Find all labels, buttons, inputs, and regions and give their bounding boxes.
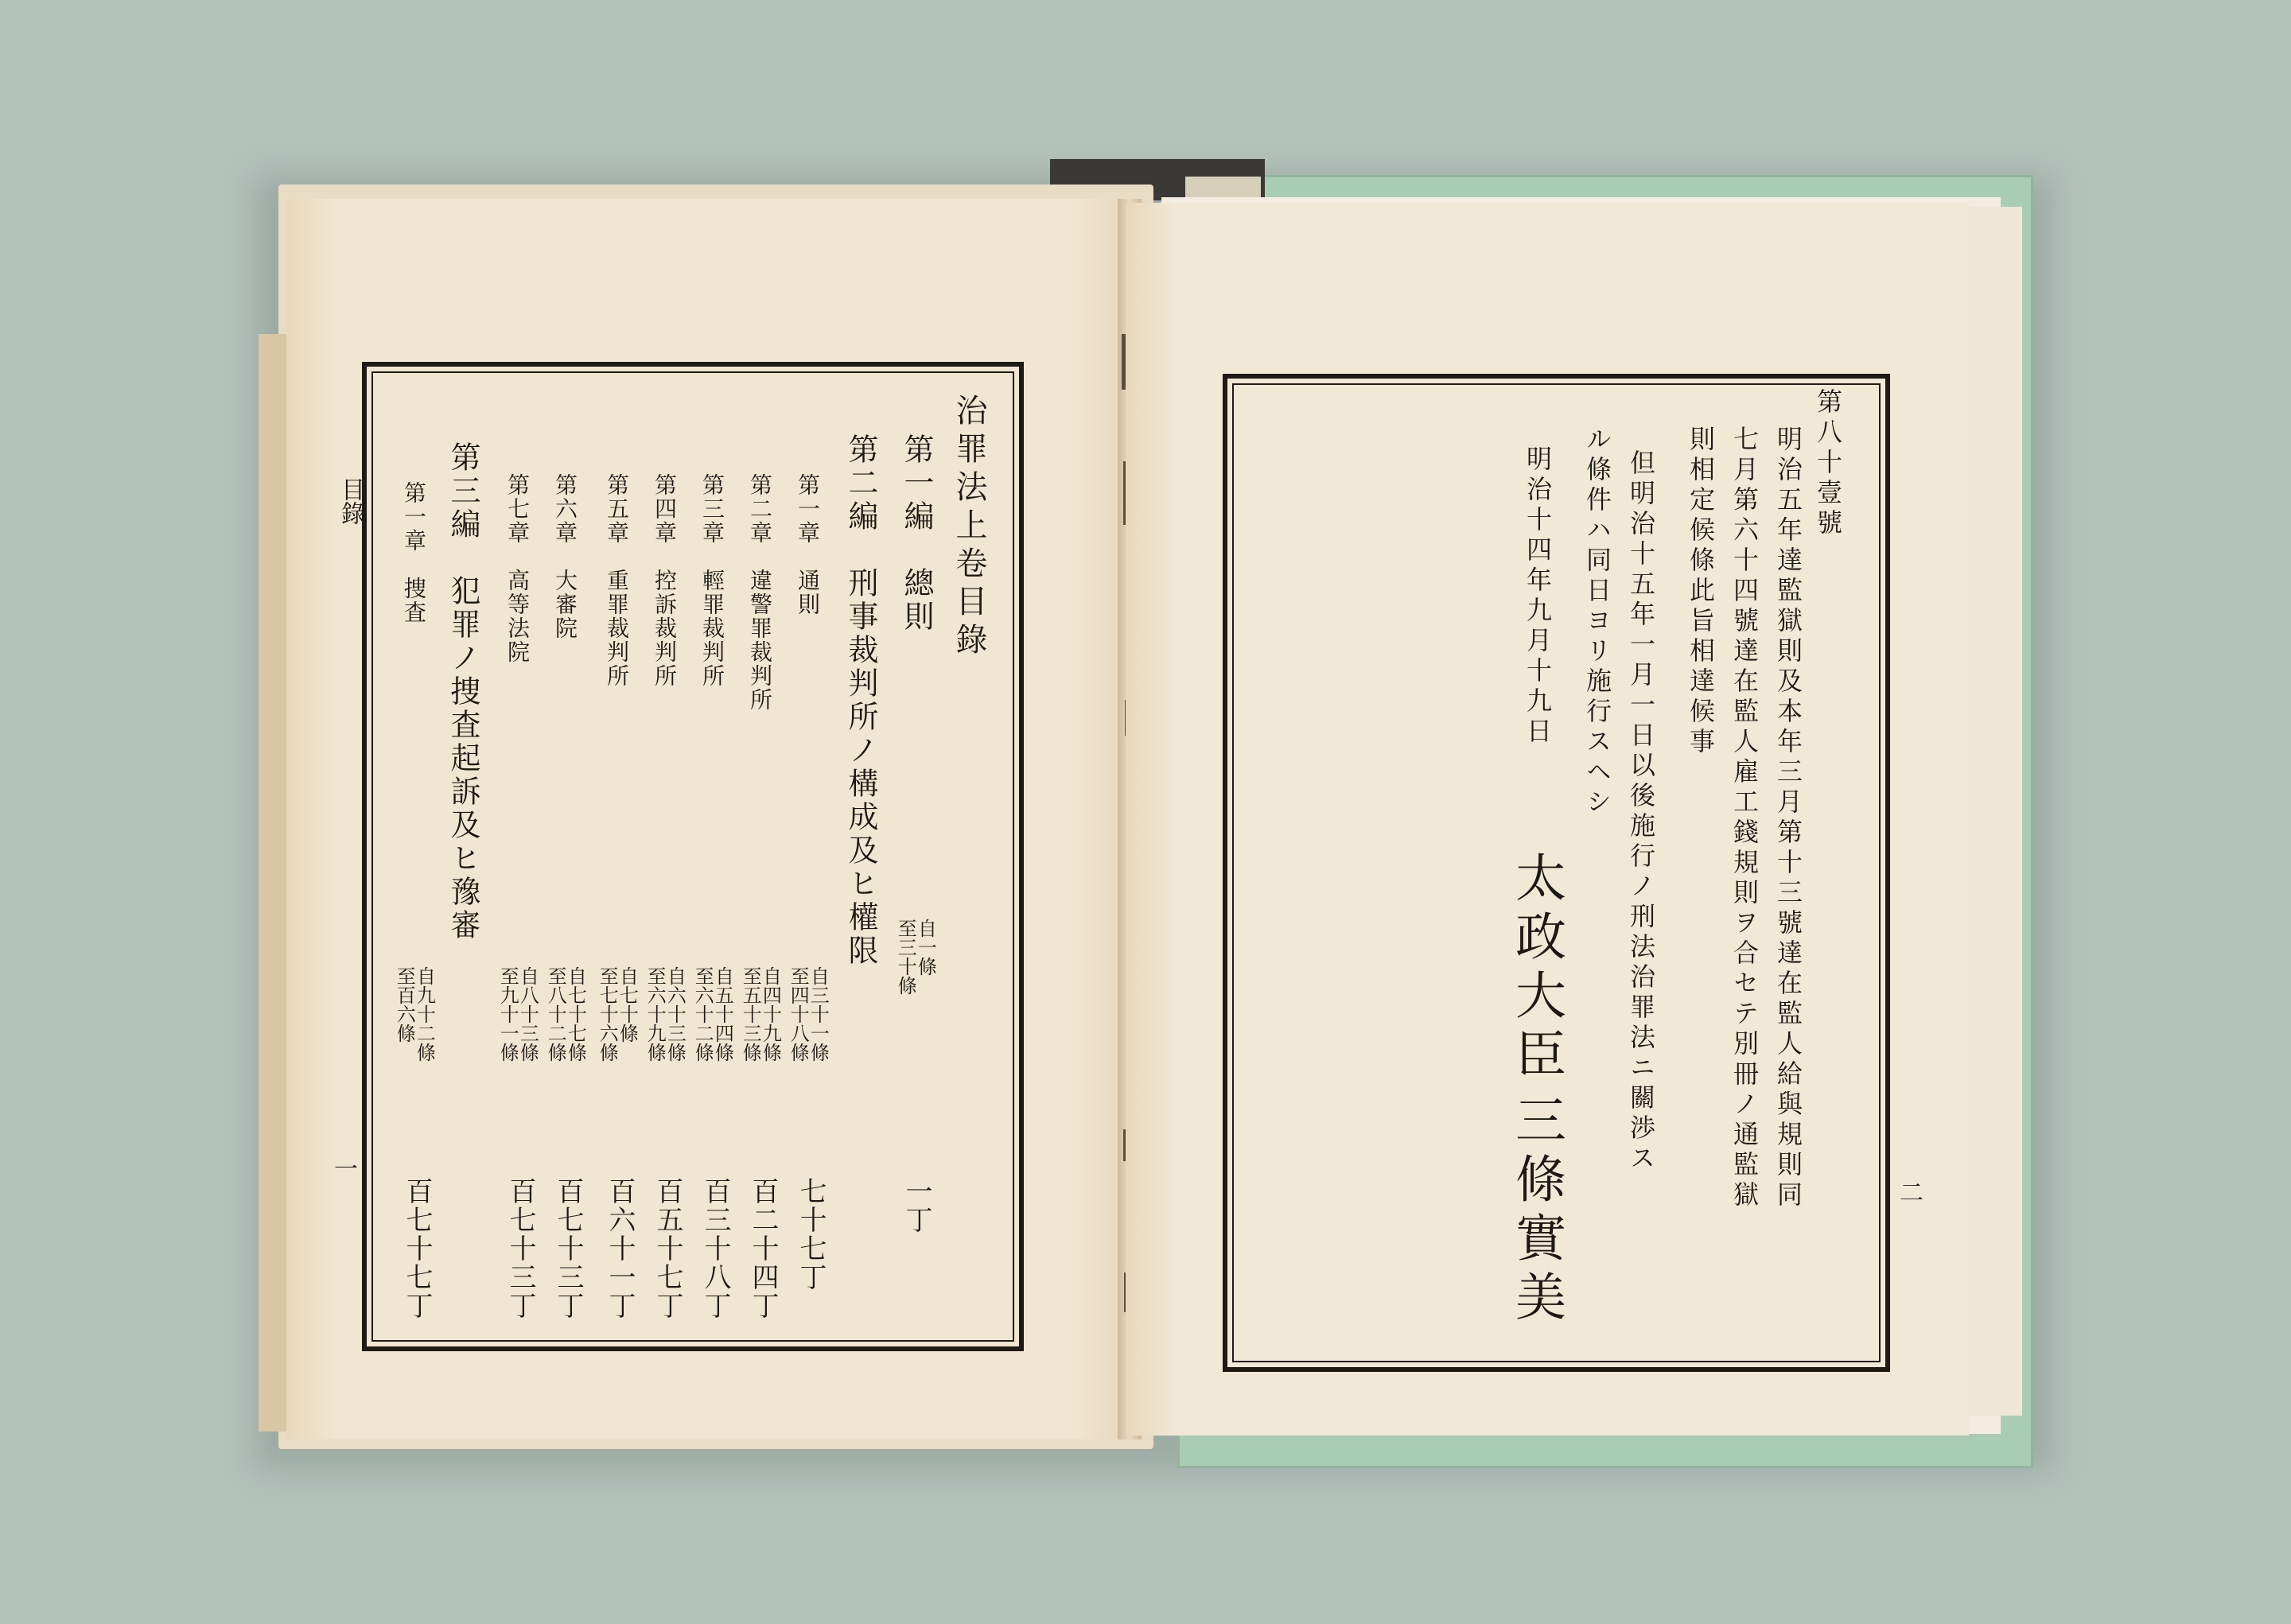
signatory-office: 太政大臣 (1507, 851, 1566, 1086)
chapter-2-7: 第七章 高等法院 (504, 473, 531, 664)
chapter-2-5-page: 百六十一丁 (604, 1177, 636, 1320)
chapter-2-5: 第五章 重罪裁判所 (604, 473, 630, 688)
chapter-2-2-range: 自四十九條 至五十三條 (739, 966, 782, 1062)
chapter-2-7-range: 自八十三條 至九十一條 (496, 966, 539, 1062)
folio-right: 二 (1900, 1179, 1923, 1207)
chapter-2-2: 第二章 違警罪裁判所 (747, 473, 773, 712)
chapter-2-6-range: 自七十七條 至八十二條 (544, 966, 587, 1062)
chapter-2-5-range: 自七十條 至七十六條 (596, 966, 639, 1062)
chapter-3-1-range: 自九十二條 至百六條 (393, 966, 436, 1062)
signatory-name: 三條實美 (1507, 1094, 1566, 1329)
decree-line-4: 但明治十五年一月一日以後施行ノ刑法治罪法ニ關渉ス (1626, 449, 1656, 1175)
chapter-2-6-page: 百七十三丁 (552, 1177, 584, 1320)
decree-line-2: 七月第六十四號達在監人雇工錢規則ヲ合セテ別冊ノ通監獄 (1729, 425, 1760, 1211)
decree-line-1: 明治五年達監獄則及本年三月第十三號達在監人給與規則同 (1773, 425, 1803, 1211)
decree-line-3: 則相定候條此旨相達候事 (1686, 425, 1716, 758)
chapter-2-7-page: 百七十三丁 (504, 1177, 536, 1320)
chapter-2-4: 第四章 控訴裁判所 (652, 473, 678, 688)
chapter-2-1-range: 自三十一條 至四十八條 (787, 966, 830, 1062)
chapter-2-3-page: 百三十八丁 (699, 1177, 731, 1320)
chapter-2-6: 第六章 大審院 (552, 473, 578, 640)
margin-label: 目錄 (336, 477, 364, 525)
chapter-2-3: 第三章 輕罪裁判所 (699, 473, 725, 688)
folio-left: 一 (334, 1156, 358, 1183)
part-1-heading: 第一編 總則 (899, 433, 934, 634)
chapter-2-3-range: 自五十四條 至六十二條 (691, 966, 734, 1062)
chapter-3-1: 第一章 捜査 (401, 481, 427, 624)
part-1-page: 一丁 (900, 1177, 932, 1234)
decree-date: 明治十四年九月十九日 (1523, 445, 1553, 748)
left-page-edge (259, 334, 290, 1432)
chapter-2-4-page: 百五十七丁 (652, 1177, 683, 1320)
chapter-2-4-range: 自六十三條 至六十九條 (644, 966, 687, 1062)
part-1-range: 自一條 至三十條 (894, 919, 937, 995)
chapter-2-2-page: 百二十四丁 (747, 1177, 779, 1320)
toc-title: 治罪法上卷目錄 (951, 394, 987, 661)
chapter-3-1-page: 百七十七丁 (401, 1177, 433, 1320)
notice-number: 第八十壹號 (1813, 388, 1843, 539)
chapter-2-1-page: 七十七丁 (795, 1177, 827, 1292)
chapter-2-1: 第一章 通則 (795, 473, 821, 616)
decree-line-5: ル條件ハ同日ヨリ施行スヘシ (1582, 425, 1612, 818)
part-2-heading: 第二編 刑事裁判所ノ構成及ヒ權限 (843, 433, 878, 968)
part-3-heading: 第三編 犯罪ノ捜査起訴及ヒ豫審 (445, 441, 480, 942)
